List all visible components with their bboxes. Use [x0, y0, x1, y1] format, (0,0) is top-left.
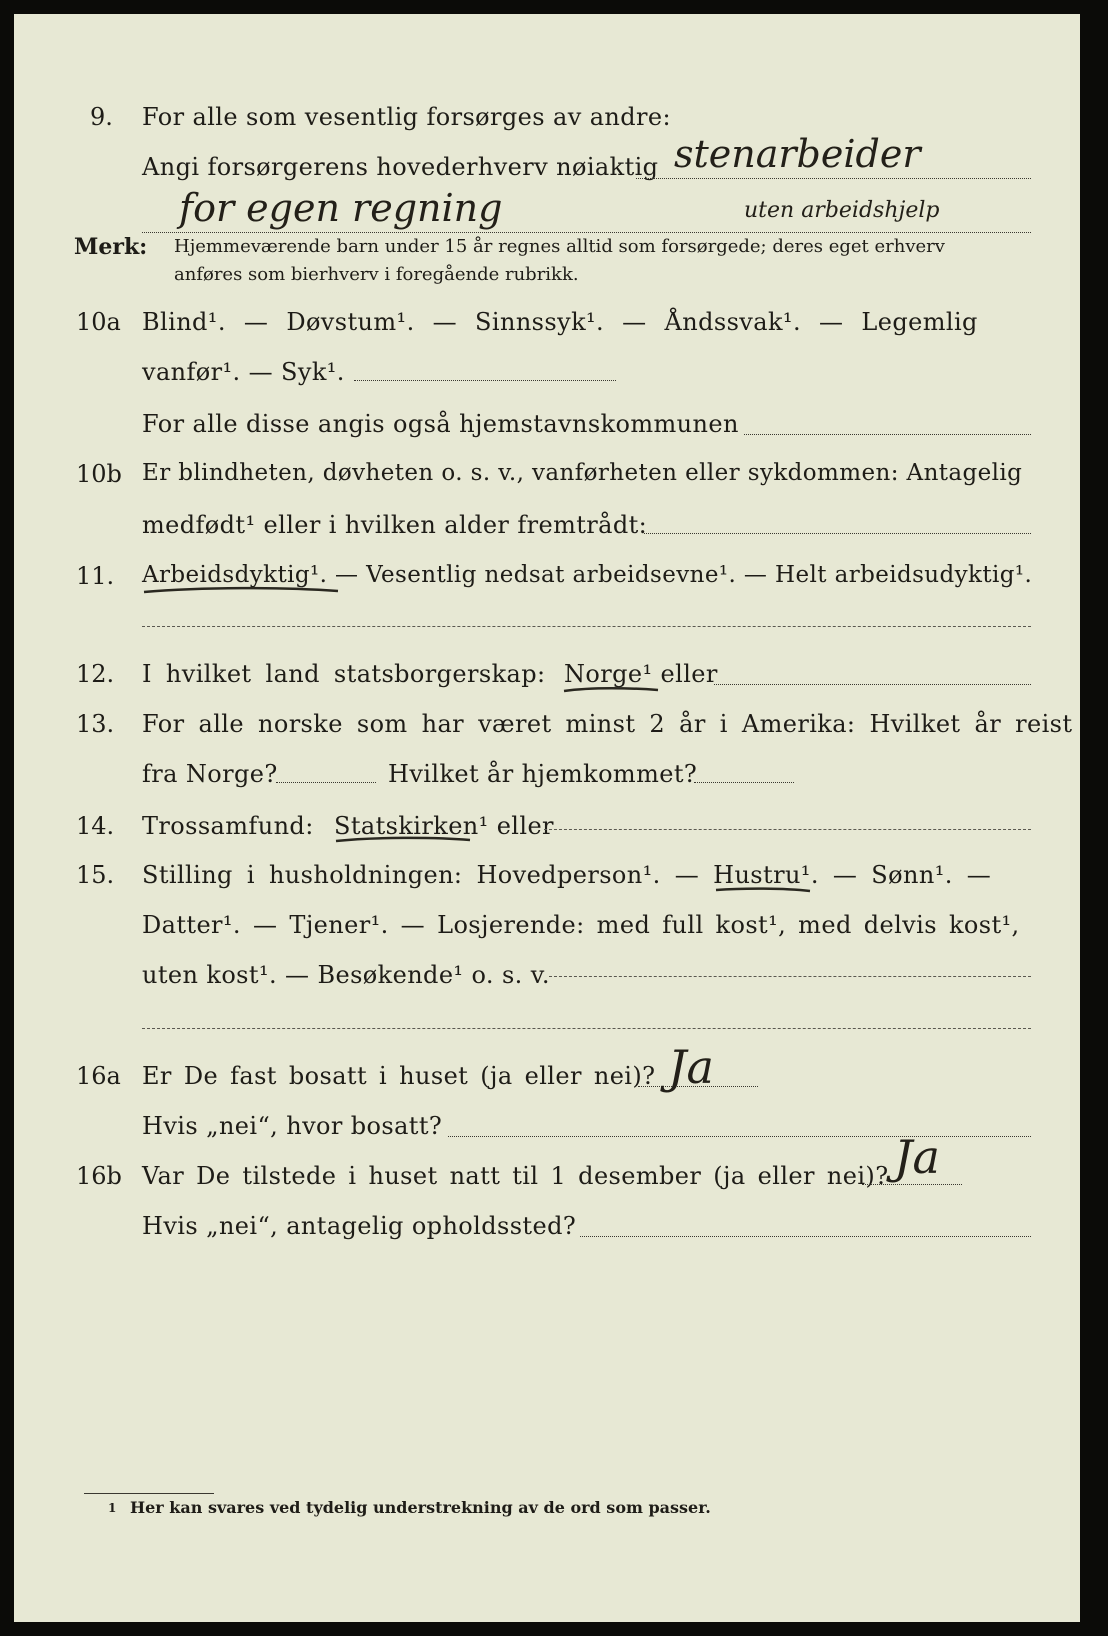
q9-answer-line1: [636, 178, 1031, 179]
q11-line1: Arbeidsdyktig¹. — Vesentlig nedsat arbeidsevne¹. — Helt arbeidsudyktig¹.: [142, 562, 1033, 588]
q13-line2a: fra Norge?: [142, 760, 278, 788]
q14-line1a: Trossamfund:: [142, 812, 314, 840]
q14-number: 14.: [76, 812, 115, 840]
footnote-text: Her kan svares ved tydelig understrekning av de ord som passer.: [130, 1498, 711, 1517]
q16b-line1: Var De tilstede i huset natt til 1 desember (ja eller nei)?: [142, 1162, 889, 1190]
q16b-number: 16b: [76, 1162, 122, 1190]
q15-line3: uten kost¹. — Besøkende¹ o. s. v.: [142, 961, 550, 989]
q10a-number: 10a: [76, 308, 121, 336]
q10b-number: 10b: [76, 460, 122, 488]
q13-line2b: Hvilket år hjemkommet?: [388, 760, 698, 788]
q13-line1: For alle norske som har været minst 2 år i Amerika: Hvilket år reist: [142, 710, 1073, 738]
q16b-answer-line: [862, 1184, 962, 1185]
q9-handwritten-occupation: stenarbeider: [674, 132, 921, 176]
q10a-line3: For alle disse angis også hjemstavnskommunen: [142, 410, 739, 438]
footnote-mark: 1: [108, 1501, 117, 1515]
q15-line1: Stilling i husholdningen: Hovedperson¹. — Hustru¹. — Sønn¹. —: [142, 861, 992, 889]
q12-answer-line: [714, 684, 1031, 685]
q10a-line2: vanfør¹. — Syk¹.: [142, 358, 345, 386]
q11-number: 11.: [76, 562, 115, 590]
q10b-answer-line: [644, 533, 1031, 534]
q16a-line1: Er De fast bosatt i huset (ja eller nei)?: [142, 1062, 656, 1090]
q9-number: 9.: [90, 103, 113, 131]
q16b-handwritten-answer: Ja: [894, 1130, 940, 1184]
q16b-location-line: [580, 1236, 1031, 1237]
q12-handwritten-underline: [562, 684, 662, 696]
q13-year-returned-line: [694, 782, 794, 783]
q15-line2: Datter¹. — Tjener¹. — Losjerende: med full kost¹, med delvis kost¹,: [142, 911, 1020, 939]
merk-line1: Hjemmeværende barn under 15 år regnes alltid som forsørgede; deres eget erhverv: [174, 236, 945, 257]
q10a-home-municipality-line: [744, 434, 1031, 435]
q13-year-left-line: [276, 782, 376, 783]
q14-handwritten-underline: [334, 834, 474, 846]
q11-handwritten-underline: [142, 584, 342, 598]
q16a-handwritten-answer: Ja: [668, 1040, 714, 1094]
census-form-page: [14, 14, 1080, 1622]
q14-line1b: Statskirken¹ eller: [334, 812, 554, 840]
q16a-line2: Hvis „nei“, hvor bosatt?: [142, 1112, 443, 1140]
q11-answer-line: [142, 626, 1031, 627]
q15-extra-line: [142, 1028, 1031, 1029]
footnote-rule: [84, 1493, 214, 1494]
q13-number: 13.: [76, 710, 115, 738]
q10b-line2: medfødt¹ eller i hvilken alder fremtrådt:: [142, 511, 648, 539]
q12-number: 12.: [76, 660, 115, 688]
q9-handwritten-note: uten arbeidshjelp: [744, 198, 940, 223]
q10a-answer-line: [354, 380, 616, 381]
q14-answer-line: [544, 829, 1031, 830]
q12-line1a: I hvilket land statsborgerskap:: [142, 660, 546, 688]
q9-line1: For alle som vesentlig forsørges av andre:: [142, 103, 672, 131]
q15-handwritten-underline: [714, 884, 814, 896]
q12-line1b: Norge¹ eller: [564, 660, 718, 688]
q10a-line1: Blind¹. — Døvstum¹. — Sinnssyk¹. — Åndssvak¹. — Legemlig: [142, 308, 978, 336]
merk-label: Merk:: [74, 234, 148, 260]
q10b-line1: Er blindheten, døvheten o. s. v., vanførheten eller sykdommen: Antagelig: [142, 460, 1023, 486]
q9-answer-line2: [142, 232, 1031, 233]
merk-line2: anføres som bierhverv i foregående rubrikk.: [174, 264, 579, 285]
q15-answer-line: [549, 976, 1031, 977]
q16a-residence-line: [448, 1136, 1031, 1137]
q9-handwritten-account: for egen regning: [179, 186, 503, 230]
q9-line2: Angi forsørgerens hovederhverv nøiaktig: [142, 153, 659, 181]
q16a-number: 16a: [76, 1062, 121, 1090]
q15-number: 15.: [76, 861, 115, 889]
q16b-line2: Hvis „nei“, antagelig opholdssted?: [142, 1212, 577, 1240]
